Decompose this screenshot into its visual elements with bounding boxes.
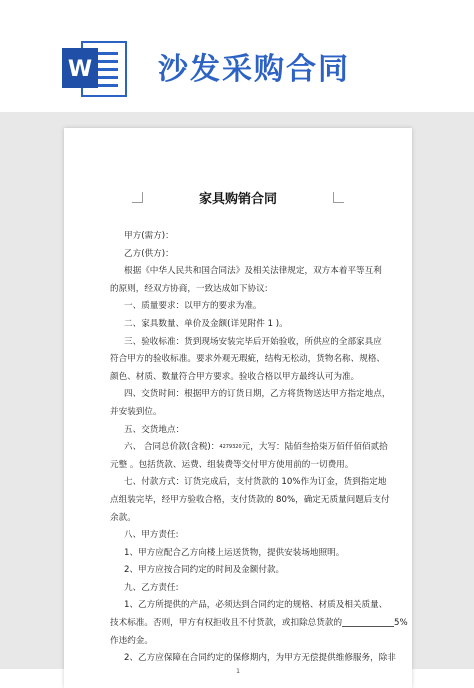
clause-total-line-1 [110,439,388,457]
preamble-line-2: 的原则，经双方协商，一致达成如下协议: [110,283,268,294]
clause-a-duties: 八、甲方责任: [124,530,179,541]
document-page [64,128,412,688]
total-uppercase: 元，大写：陆佰叁拾柒万佰仟佰佰贰拾 [241,442,388,453]
clause-delivery-time-line-1: 四、交货时间：根据甲方的订货日期，乙方将货物送达甲方指定地点， [124,389,391,400]
word-document-icon [62,38,130,100]
clause-payment-line-1: 七、付款方式：订货完成后，支付货款的 10%作为订金，货到指定地 [124,477,387,488]
penalty-blank [342,617,394,627]
clause-inspection-line-1: 三、验收标准：货到现场安装完毕后开始验收，所供应的全部家具应 [124,336,382,347]
b-duty-1-line-2 [110,615,408,633]
preamble-line-1: 根据《中华人民共和国合同法》及相关法律规定，双方本着平等互利 [124,266,382,277]
clause-quantity: 二、家具数量、单价及金额(详见附件 1 )。 [124,318,288,329]
clause-quality: 一、质量要求：以甲方的要求为准。 [124,301,262,312]
clause-delivery-time-line-2: 并安装到位。 [110,406,162,417]
clause-inspection-line-2: 符合甲方的验收标准。要求外观无瑕疵，结构无松动，货物名称、规格、 [110,354,386,365]
clause-payment-line-3: 余款。 [110,512,136,523]
a-duty-2: 2、甲方应按合同约定的时间及金额付款。 [124,565,285,576]
banner-header [0,0,474,112]
penalty-percent: 5% [394,618,408,629]
clause-b-duties: 九、乙方责任: [124,582,179,593]
party-b-line: 乙方(供方)： [124,248,174,259]
document-viewer[interactable] [0,112,474,675]
clause-payment-line-2: 点组装完毕，经甲方验收合格，支付货款的 80%，确定无质量问题后支付 [110,494,390,505]
total-small-amount: 4279320 [219,444,242,451]
party-a-line: 甲方(需方)： [124,231,174,241]
clause-total-line-2: 元整 。包括货款、运费、组装费等交付甲方使用前的一切费用。 [110,459,354,470]
b-duty-2-line-1: 2、乙方应保障在合同约定的保修期内，为甲方无偿提供维修服务，除非 [124,653,396,664]
b-duty-1-line-3: 作违约金。 [110,635,153,646]
document-title: 家具购销合同 [198,192,277,207]
word-icon-letter: W [67,57,93,82]
banner-title: 沙发采购合同 [158,52,350,87]
total-prefix: 六、 合同总价款(含税)： [124,442,220,453]
clause-delivery-place: 五、交货地点： [124,424,185,435]
document-body [110,228,408,668]
b-duty-1-line-1: 1、乙方所提供的产品，必须达到合同约定的规格、材质及相关质量、 [124,600,388,611]
a-duty-1: 1、甲方应配合乙方向楼上运送货物，提供安装场地照明。 [124,547,345,558]
clause-inspection-line-3: 颜色、材质、数量符合甲方要求。验收合格以甲方最终认可为准。 [110,371,360,382]
b-duty-1-text: 技术标准。否则，甲方有权拒收且不付货款，或扣除总货款的 [110,618,343,629]
page-number: 1 [236,668,240,675]
